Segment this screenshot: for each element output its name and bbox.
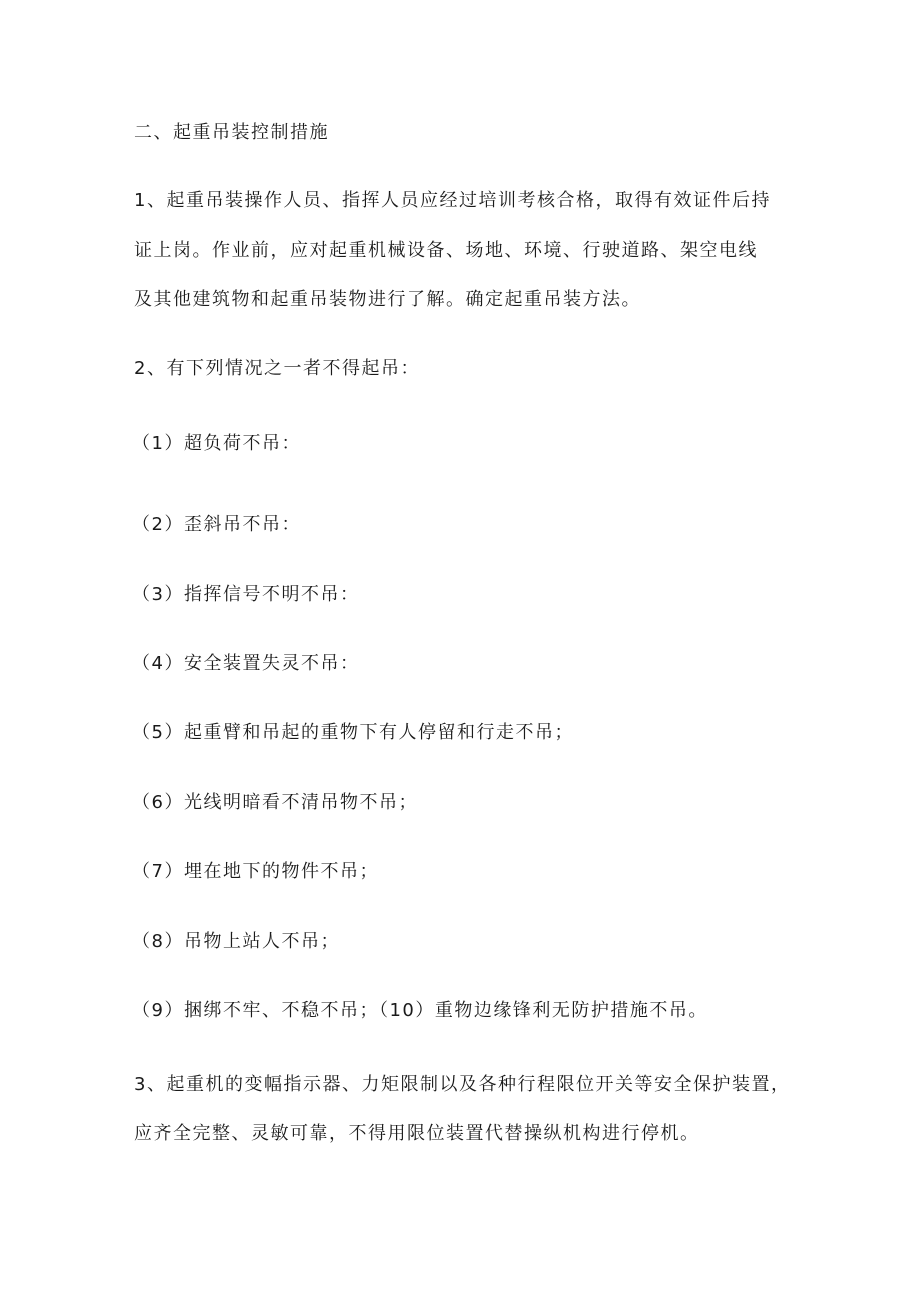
list-item: （9）捆绑不牢、不稳不吊；（10）重物边缘锋利无防护措施不吊。 xyxy=(132,1000,708,1021)
paragraph-1-line-3: 及其他建筑物和起重吊装物进行了解。确定起重吊装方法。 xyxy=(134,289,641,310)
paragraph-1-line-2: 证上岗。作业前，应对起重机械设备、场地、环境、行驶道路、架空电线 xyxy=(134,240,758,261)
paragraph-3-line-1: 3、起重机的变幅指示器、力矩限制以及各种行程限位开关等安全保护装置， xyxy=(134,1074,791,1095)
list-item: （2）歪斜吊不吊： xyxy=(132,514,301,535)
paragraph-3-line-2: 应齐全完整、灵敏可靠，不得用限位装置代替操纵机构进行停机。 xyxy=(134,1123,700,1144)
paragraph-2-intro: 2、有下列情况之一者不得起吊： xyxy=(134,358,420,379)
list-item: （3）指挥信号不明不吊： xyxy=(132,584,360,605)
paragraph-1-line-1: 1、起重吊装操作人员、指挥人员应经过培训考核合格，取得有效证件后持 xyxy=(134,190,771,211)
list-item: （8）吊物上站人不吊； xyxy=(132,931,340,952)
list-item: （7）埋在地下的物件不吊； xyxy=(132,861,379,882)
section-title: 二、起重吊装控制措施 xyxy=(134,122,329,143)
list-item: （4）安全装置失灵不吊： xyxy=(132,653,360,674)
list-item: （5）起重臂和吊起的重物下有人停留和行走不吊； xyxy=(132,722,574,743)
list-item: （1）超负荷不吊： xyxy=(132,433,301,454)
list-item: （6）光线明暗看不清吊物不吊； xyxy=(132,792,418,813)
